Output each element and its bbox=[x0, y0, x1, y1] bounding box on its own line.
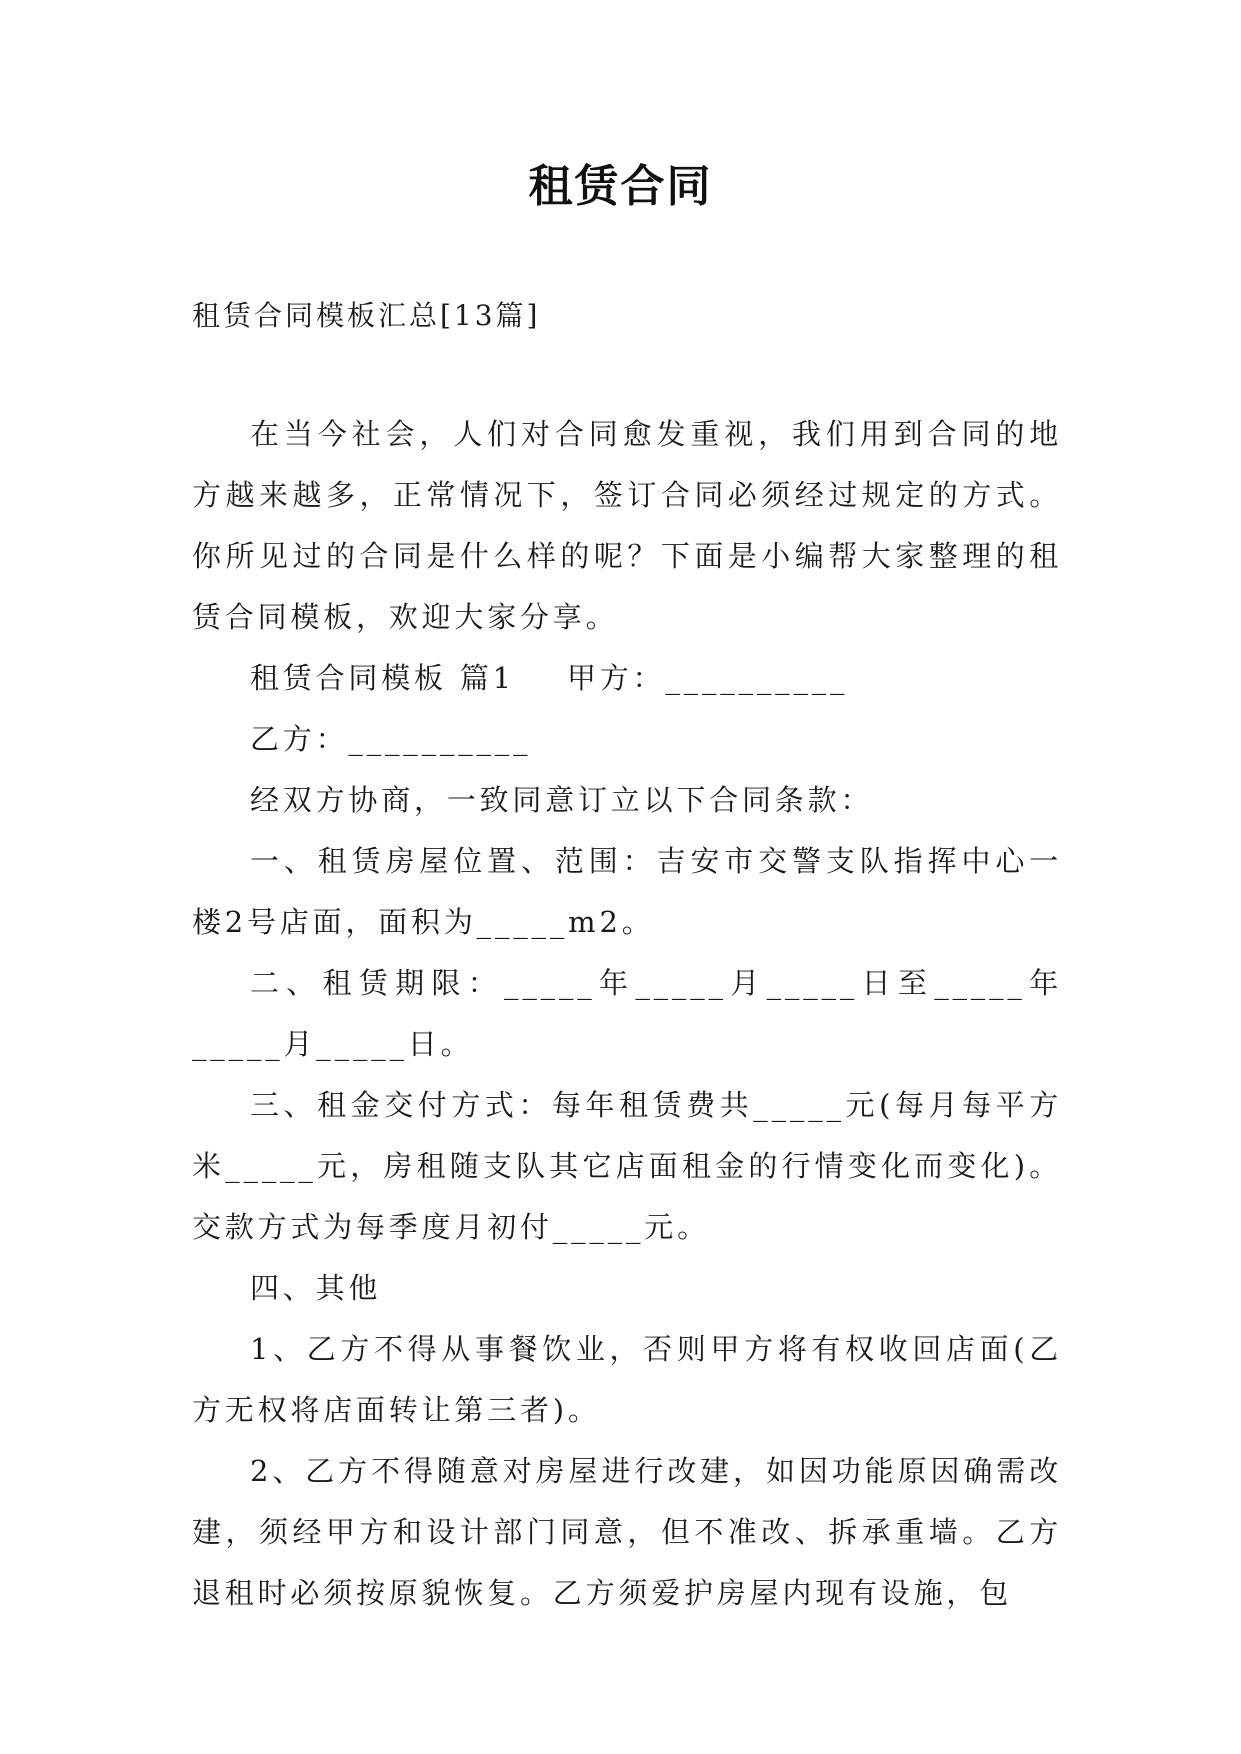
clause-4-item-2: 2、乙方不得随意对房屋进行改建，如因功能原因确需改建，须经甲方和设计部门同意，但不准改、拆承重墙。乙方退租时必须按原貌恢复。乙方须爱护房屋内现有设施，包 bbox=[192, 1454, 1062, 1610]
clause-1: 一、租赁房屋位置、范围：吉安市交警支队指挥中心一楼2号店面，面积为_____m2。 bbox=[192, 844, 1062, 939]
clause-4-heading: 四、其他 bbox=[250, 1271, 382, 1305]
clause-4-item-1: 1、乙方不得从事餐饮业，否则甲方将有权收回店面(乙方无权将店面转让第三者)。 bbox=[192, 1332, 1062, 1427]
document-body bbox=[192, 404, 1062, 1624]
intro-paragraph: 在当今社会，人们对合同愈发重视，我们用到合同的地方越来越多，正常情况下，签订合同必须经过规定的方式。你所见过的合同是什么样的呢？下面是小编帮大家整理的租赁合同模板，欢迎大家分享。 bbox=[192, 417, 1062, 634]
document-subtitle: 租赁合同模板汇总[13篇] bbox=[192, 299, 541, 332]
agreement-line: 经双方协商，一致同意订立以下合同条款： bbox=[250, 783, 874, 817]
party-b-line: 乙方：__________ bbox=[250, 722, 532, 756]
document-title: 租赁合同 bbox=[528, 161, 713, 212]
party-a-line: 租赁合同模板 篇1 甲方：__________ bbox=[250, 661, 849, 695]
clause-3: 三、租金交付方式：每年租赁费共_____元(每月每平方米_____元，房租随支队其它店面租金的行情变化而变化)。交款方式为每季度月初付_____元。 bbox=[192, 1088, 1062, 1244]
clause-2: 二、租赁期限：_____年_____月_____日至_____年_____月_____日。 bbox=[192, 966, 1062, 1061]
